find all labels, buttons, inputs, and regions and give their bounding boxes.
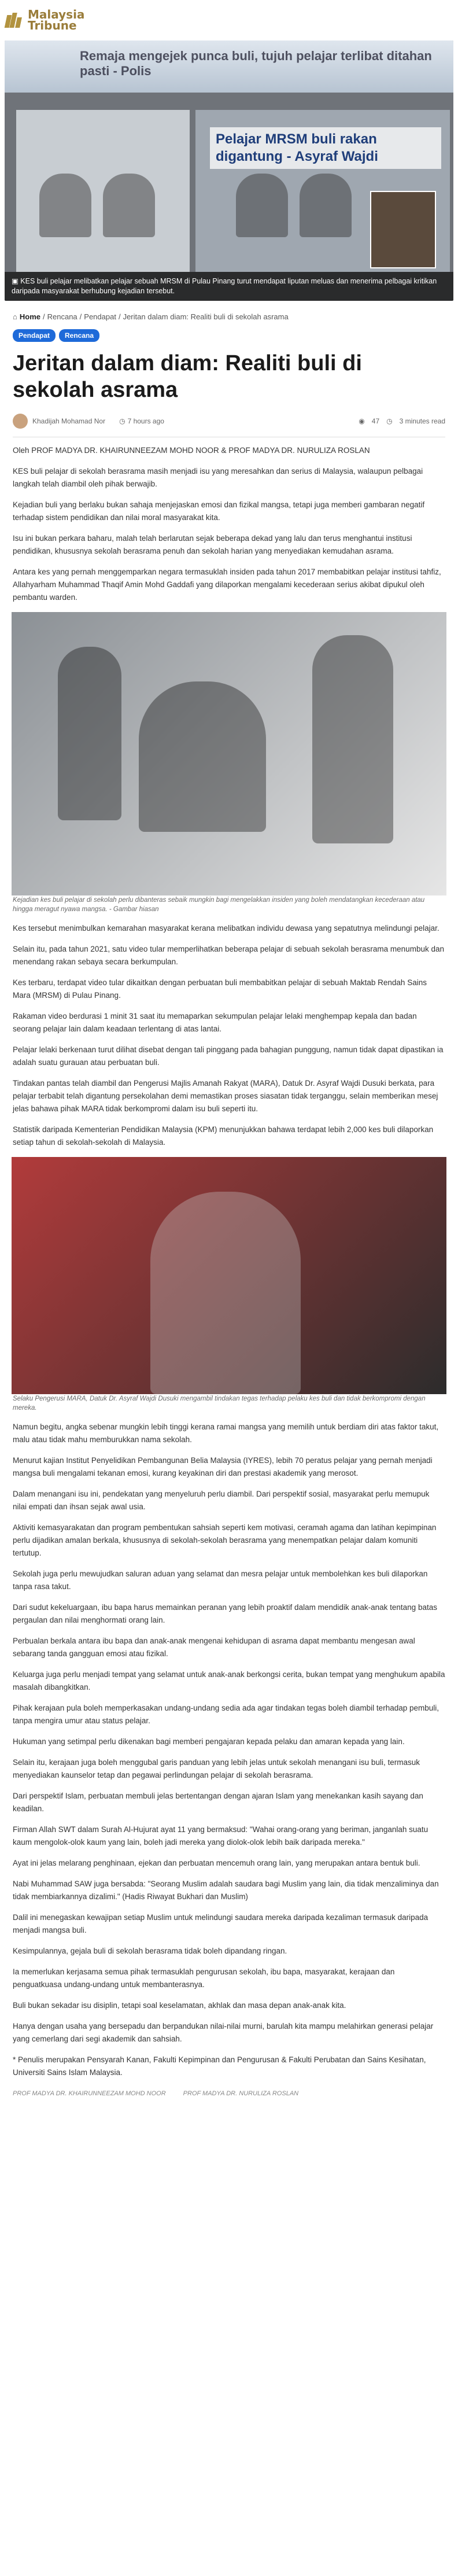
hero-caption bbox=[5, 272, 453, 301]
paragraph: Antara kes yang pernah menggemparkan negara termasuklah insiden pada tahun 2017 membabitkan pelajar institusi tahfiz, Allahyarham Muhammad Thaqif Amin Mohd Gaddafi yang dilaporkan mengalami kecederaan serius akibat dipukul oleh pembantu warden. bbox=[13, 567, 441, 602]
author-name[interactable]: Khadijah Mohamad Nor bbox=[32, 417, 106, 425]
paragraph: Kejadian buli yang berlaku bukan sahaja menjejaskan emosi dan fizikal mangsa, tetapi juga memberi gambaran negatif terhadap sistem pendidikan dan nilai moral masyarakat kita. bbox=[13, 500, 425, 522]
signature-2: PROF MADYA DR. NURULIZA ROSLAN bbox=[183, 2090, 299, 2097]
author-note: * Penulis merupakan Pensyarah Kanan, Fakulti Kepimpinan dan Pengurusan & Fakulti Perubatan dan Sains Kesihatan, Universiti Sains Islam Malaysia. bbox=[13, 2055, 426, 2077]
article-image-2 bbox=[12, 1157, 446, 1394]
paragraph: KES buli pelajar di sekolah berasrama masih menjadi isu yang meresahkan dan serius di Malaysia, walaupun pelbagai langkah telah diambil oleh pihak berwajib. bbox=[13, 467, 423, 488]
breadcrumb bbox=[13, 312, 445, 321]
paragraph: Dalam menangani isu ini, pendekatan yang menyeluruh perlu diambil. Dari perspektif sosial, masyarakat perlu memupuk nilai empati dan ihsan sejak awal usia. bbox=[13, 1490, 430, 1511]
paragraph: Pelajar lelaki berkenaan turut dilihat disebat dengan tali pinggang pada bahagian punggung, namun tidak dapat dipastikan ia adalah suatu gurauan atau perbuatan buli. bbox=[13, 1045, 444, 1067]
image-figure-shape bbox=[139, 681, 266, 832]
breadcrumb-separator: / bbox=[42, 312, 45, 321]
blurred-figure bbox=[39, 174, 91, 237]
blurred-figure bbox=[236, 174, 288, 237]
hero-headline-top: Remaja mengejek punca buli, tujuh pelajar terlibat ditahan pasti - Polis bbox=[80, 49, 432, 78]
breadcrumb-separator: / bbox=[79, 312, 82, 321]
paragraph: Ayat ini jelas melarang penghinaan, ejekan dan perbuatan mencemuh orang lain, yang merupakan antara bentuk buli. bbox=[13, 1859, 420, 1867]
logo-line1: Malaysia bbox=[28, 8, 85, 21]
home-icon: ⌂ bbox=[13, 312, 17, 321]
paragraph: Selain itu, kerajaan juga boleh menggubal garis panduan yang lebih jelas untuk sekolah menangani isu buli, termasuk menyediakan kaunselor tetap dan pegawai perlindungan pelajar di sekolah berasrama. bbox=[13, 1758, 420, 1779]
paragraph: Dalil ini menegaskan kewajipan setiap Muslim untuk melindungi saudara mereka daripada kezaliman termasuk daripada menjadi mangsa buli. bbox=[13, 1913, 429, 1934]
clock-icon: ◷ bbox=[119, 417, 125, 425]
blurred-figure bbox=[103, 174, 155, 237]
paragraph: Sekolah juga perlu mewujudkan saluran aduan yang selamat dan mesra pelajar untuk membolehkan kes buli dilaporkan tanpa rasa takut. bbox=[13, 1569, 428, 1591]
paragraph: Namun begitu, angka sebenar mungkin lebih tinggi kerana ramai mangsa yang memilih untuk berdiam diri atas faktor takut, malu atau tidak mahu memburukkan nama sekolah. bbox=[13, 1422, 439, 1444]
image-figure-shape bbox=[312, 635, 393, 843]
site-header bbox=[0, 0, 458, 40]
paragraph: Menurut kajian Institut Penyelidikan Pembangunan Belia Malaysia (IYRES), lebih 70 peratus pelajar yang pernah menjadi mangsa buli mengalami tekanan emosi, kurang keyakinan diri dan prestasi akademik yang merosot. bbox=[13, 1456, 433, 1477]
paragraph: Kesimpulannya, gejala buli di sekolah berasrama tidak boleh dipandang ringan. bbox=[13, 1947, 287, 1955]
paragraph: Perbualan berkala antara ibu bapa dan anak-anak mengenai kehidupan di asrama dapat membantu mengesan awal sebarang tanda gangguan emosi atau fizikal. bbox=[13, 1637, 415, 1658]
signatures bbox=[13, 2087, 445, 2100]
hero-image bbox=[5, 40, 453, 301]
eye-icon: ◉ bbox=[359, 417, 365, 425]
paragraph: Nabi Muhammad SAW juga bersabda: "Seorang Muslim adalah saudara bagi Muslim yang lain, dia tidak menzaliminya dan tidak membiarkannya dizalimi." (Hadis Riwayat Bukhari dan Muslim) bbox=[13, 1880, 439, 1901]
breadcrumb-home[interactable]: Home bbox=[19, 312, 40, 321]
hero-caption-text: KES buli pelajar melibatkan pelajar sebuah MRSM di Pulau Pinang turut mendapat liputan meluas dan menerima pelbagai kritikan daripada masyarakat berhubung kejadian tersebut. bbox=[12, 277, 437, 295]
paragraph: Hukuman yang setimpal perlu dikenakan bagi memberi pengajaran kepada pelaku dan amaran kepada yang lain. bbox=[13, 1737, 405, 1746]
hero-overlay-title: Pelajar MRSM buli rakan digantung - Asyraf Wajdi bbox=[210, 127, 441, 169]
logo-line2: Tribune bbox=[28, 19, 77, 32]
tag-list bbox=[13, 329, 445, 342]
paragraph: Ia memerlukan kerjasama semua pihak termasuklah pengurusan sekolah, ibu bapa, masyarakat, kerajaan dan penguatkuasa undang-undang untuk membanterasnya. bbox=[13, 1967, 395, 1989]
breadcrumb-separator: / bbox=[118, 312, 121, 321]
image-figure-shape bbox=[150, 1192, 301, 1394]
article-image-1 bbox=[12, 612, 446, 895]
camera-icon: ▣ bbox=[12, 277, 21, 285]
paragraph: Keluarga juga perlu menjadi tempat yang selamat untuk anak-anak berkongsi cerita, bukan tempat yang menghukum apabila masalah dibangkitkan. bbox=[13, 1670, 445, 1691]
image-caption-2: Selaku Pengerusi MARA, Datuk Dr. Asyraf Wajdi Dusuki mengambil tindakan tegas terhadap pelaku kes buli dan tidak berkompromi dengan mereka. bbox=[13, 1395, 426, 1412]
hero-headline-band bbox=[5, 40, 453, 93]
breadcrumb-current: Jeritan dalam diam: Realiti buli di sekolah asrama bbox=[123, 312, 289, 321]
view-count: 47 bbox=[371, 417, 380, 425]
paragraph: Dari perspektif Islam, perbuatan membuli jelas bertentangan dengan ajaran Islam yang menekankan kasih sayang dan keadilan. bbox=[13, 1792, 423, 1813]
paragraph: Statistik daripada Kementerian Pendidikan Malaysia (KPM) menunjukkan bahawa terdapat lebih 2,000 kes buli dilaporkan setiap tahun di sekolah-sekolah di Malaysia. bbox=[13, 1125, 434, 1147]
article-title: Jeritan dalam diam: Realiti buli di sekolah asrama bbox=[13, 351, 362, 402]
publish-time: 7 hours ago bbox=[127, 417, 164, 425]
image-figure-shape bbox=[58, 647, 121, 820]
read-time: 3 minutes read bbox=[399, 417, 445, 425]
paragraph: Aktiviti kemasyarakatan dan program pembentukan sahsiah seperti kem motivasi, ceramah agama dan latihan kepimpinan perlu dijadikan amalan berkala, khususnya di sekolah-sekolah berasrama yang menempatkan pelajar dalam komuniti tertutup. bbox=[13, 1523, 437, 1557]
paragraph: Isu ini bukan perkara baharu, malah telah berlarutan sejak beberapa dekad yang lalu dan terus menghantui institusi pendidikan, khususnya sekolah berasrama penuh dan sekolah harian yang menyediakan kemudahan asrama. bbox=[13, 534, 412, 555]
paragraph: Dari sudut kekeluargaan, ibu bapa harus memainkan peranan yang lebih proaktif dalam mendidik anak-anak tentang batas pergaulan dan nilai menghormati orang lain. bbox=[13, 1603, 437, 1624]
breadcrumb-rencana[interactable]: Rencana bbox=[47, 312, 77, 321]
paragraph: Kes tersebut menimbulkan kemarahan masyarakat kerana melibatkan individu dewasa yang sepatutnya melindungi pelajar. bbox=[13, 924, 439, 933]
paragraph: Firman Allah SWT dalam Surah Al-Hujurat ayat 11 yang bermaksud: "Wahai orang-orang yang beriman, janganlah suatu kaum mengolok-olok kaum yang lain, boleh jadi mereka yang diolok-olok lebih baik daripada mereka." bbox=[13, 1825, 429, 1847]
paragraph: Selain itu, pada tahun 2021, satu video tular memperlihatkan beberapa pelajar di sebuah sekolah berasrama menumbuk dan menendang rakan sebaya secara berkumpulan. bbox=[13, 945, 444, 966]
tag-pendapat[interactable]: Pendapat bbox=[13, 329, 56, 342]
inset-portrait bbox=[370, 191, 436, 268]
byline: Oleh PROF MADYA DR. KHAIRUNNEEZAM MOHD NOOR & PROF MADYA DR. NURULIZA ROSLAN bbox=[13, 446, 370, 455]
paragraph: Buli bukan sekadar isu disiplin, tetapi soal keselamatan, akhlak dan masa depan anak-anak kita. bbox=[13, 2001, 346, 2010]
article-meta bbox=[13, 414, 445, 429]
paragraph: Rakaman video berdurasi 1 minit 31 saat itu memaparkan sekumpulan pelajar lelaki menghempap kepala dan badan seorang pelajar lain dalam keadaan terlentang di atas lantai. bbox=[13, 1012, 417, 1033]
paragraph: Hanya dengan usaha yang bersepadu dan berpandukan nilai-nilai murni, barulah kita mampu melahirkan generasi pelajar yang cemerlang dari segi akademik dan sahsiah. bbox=[13, 2022, 434, 2043]
article-body bbox=[13, 444, 445, 2100]
tag-rencana[interactable]: Rencana bbox=[59, 329, 99, 342]
signature-1: PROF MADYA DR. KHAIRUNNEEZAM MOHD NOOR bbox=[13, 2090, 166, 2097]
logo-icon[interactable] bbox=[5, 10, 24, 30]
paragraph: Kes terbaru, terdapat video tular dikaitkan dengan perbuatan buli membabitkan pelajar di sebuah Maktab Rendah Sains Mara (MRSM) di Pulau Pinang. bbox=[13, 978, 427, 1000]
site-logo-text[interactable] bbox=[28, 9, 84, 31]
paragraph: Pihak kerajaan pula boleh memperkasakan undang-undang sedia ada agar tindakan tegas boleh diambil terhadap pembuli, tanpa mengira umur atau status pelajar. bbox=[13, 1704, 439, 1725]
paragraph: Tindakan pantas telah diambil dan Pengerusi Majlis Amanah Rakyat (MARA), Datuk Dr. Asyraf Wajdi Dusuki berkata, para pelajar terbabit telah digantung persekolahan demi memastikan proses siasatan tidak terganggu, selain memberikan mesej jelas bahawa pihak MARA tidak berkompromi dalam isu buli seperti itu. bbox=[13, 1079, 438, 1113]
avatar[interactable] bbox=[13, 414, 28, 429]
clock-icon: ◷ bbox=[386, 417, 393, 425]
blurred-figure bbox=[300, 174, 352, 237]
breadcrumb-pendapat[interactable]: Pendapat bbox=[84, 312, 116, 321]
image-caption-1: Kejadian kes buli pelajar di sekolah perlu dibanteras sebaik mungkin bagi mengelakkan insiden yang boleh mendatangkan kecederaan atau hingga meragut nyawa mangsa. - Gambar hiasan bbox=[13, 897, 425, 913]
